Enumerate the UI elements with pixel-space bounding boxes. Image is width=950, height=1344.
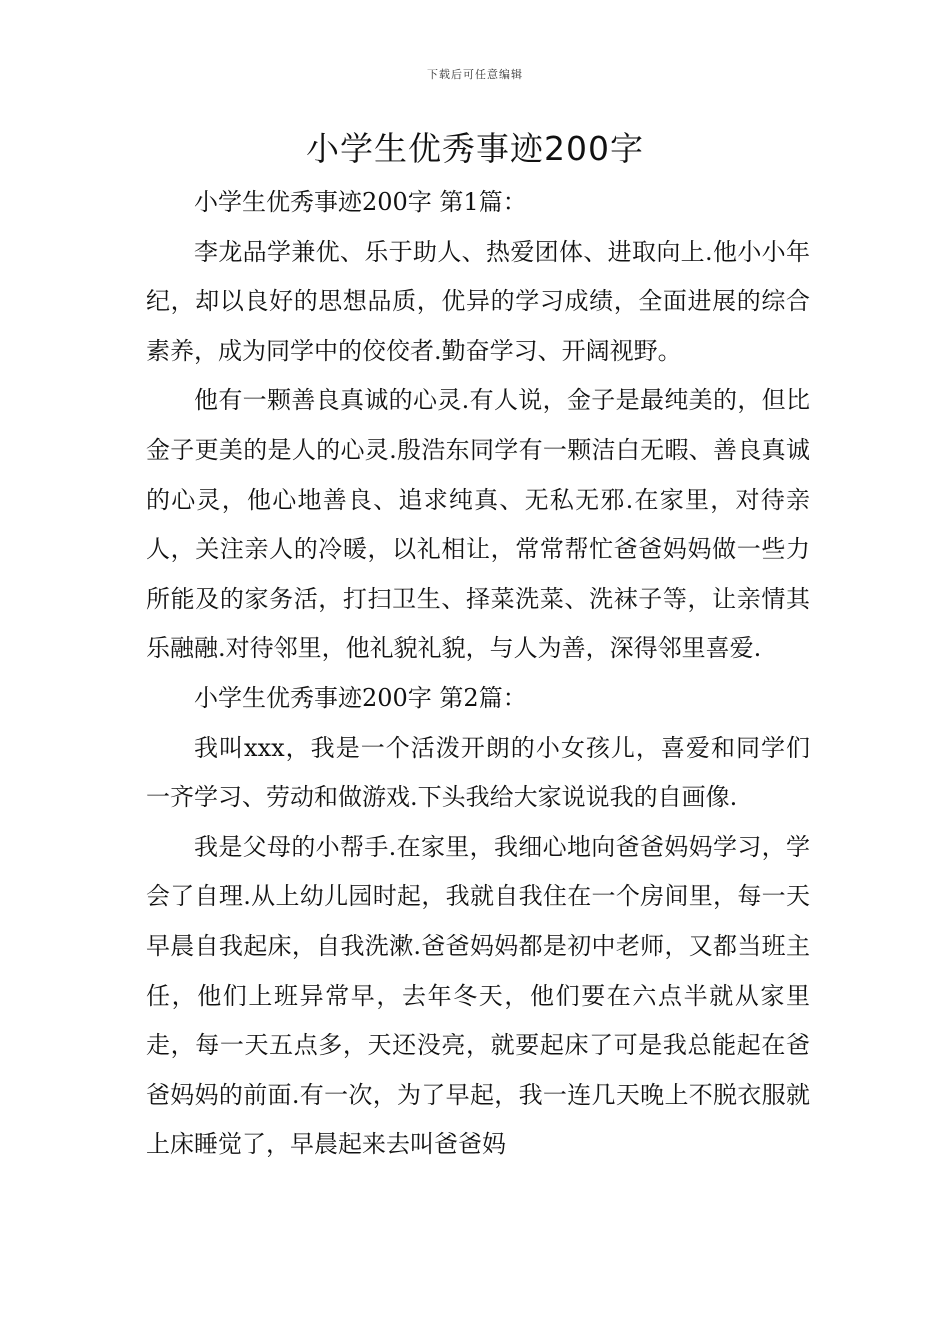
document-body: [146, 178, 810, 1170]
section-heading-2: 小学生优秀事迹200字 第2篇：: [194, 683, 527, 712]
paragraph: 他有一颗善良真诚的心灵.有人说，金子是最纯美的，但比金子更美的是人的心灵.殷浩东同学有一颗洁白无暇、善良真诚的心灵，他心地善良、追求纯真、无私无邪.在家里，对待亲人，关注亲人的冷暖，以礼相让，常常帮忙爸爸妈妈做一些力所能及的家务活，打扫卫生、择菜洗菜、洗袜子等，让亲情其乐融融.对待邻里，他礼貌礼貌，与人为善，深得邻里喜爱.: [146, 386, 810, 663]
paragraph: 我叫xxx，我是一个活泼开朗的小女孩儿，喜爱和同学们一齐学习、劳动和做游戏.下头我给大家说说我的自画像.: [146, 733, 810, 812]
document-title: 小学生优秀事迹200字: [306, 129, 644, 168]
paragraph: 我是父母的小帮手.在家里，我细心地向爸爸妈妈学习，学会了自理.从上幼儿园时起，我就自我住在一个房间里，每一天早晨自我起床，自我洗漱.爸爸妈妈都是初中老师，又都当班主任，他们上班异常早，去年冬天，他们要在六点半就从家里走，每一天五点多，天还没亮，就要起床了可是我总能起在爸爸妈妈的前面.有一次，为了早起，我一连几天晚上不脱衣服就上床睡觉了，早晨起来去叫爸爸妈: [146, 832, 810, 1159]
paragraph: 李龙品学兼优、乐于助人、热爱团体、进取向上.他小小年纪，却以良好的思想品质，优异的学习成绩，全面进展的综合素养，成为同学中的佼佼者.勤奋学习、开阔视野。: [146, 237, 810, 365]
section-heading-1: 小学生优秀事迹200字 第1篇：: [194, 188, 527, 216]
header-note: 下载后可任意编辑: [427, 68, 523, 81]
